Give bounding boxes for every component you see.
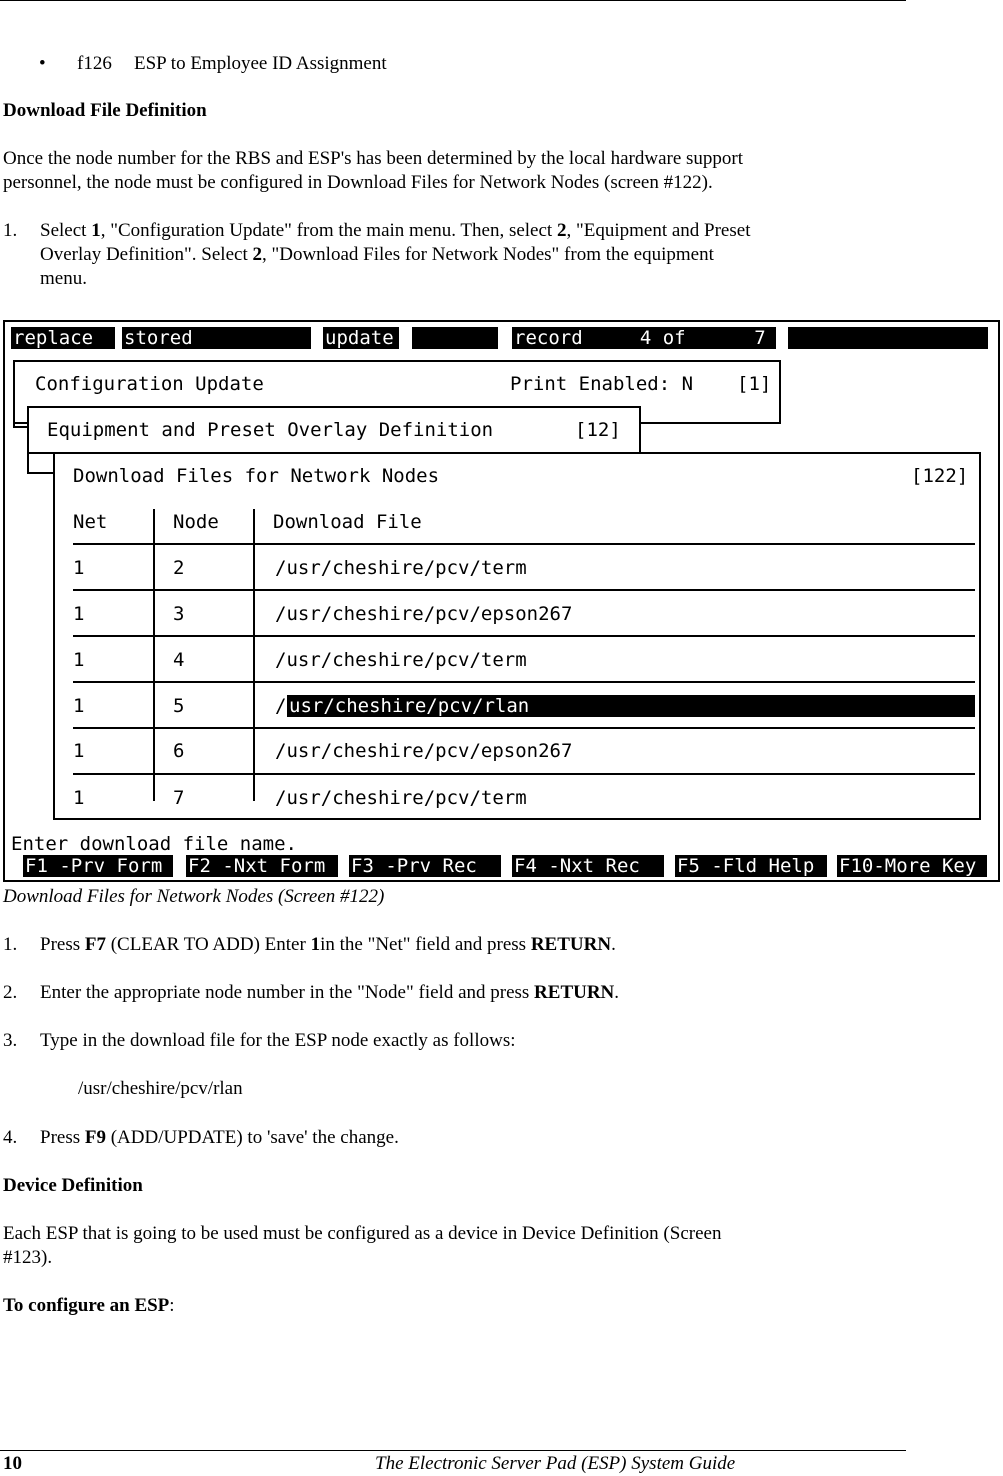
file-cell[interactable]: /usr/cheshire/pcv/term <box>275 649 527 671</box>
row-rule <box>73 589 975 591</box>
step-text: Enter the appropriate node number in the "Node" field and press RETURN. <box>40 982 620 1003</box>
node-cell[interactable]: 5 <box>173 695 185 717</box>
step1-line-3: menu. <box>40 268 87 289</box>
top-rule <box>0 0 906 1</box>
stored-field[interactable]: stored <box>122 327 311 349</box>
row-rule <box>73 727 975 729</box>
row-rule <box>73 681 975 683</box>
file-cell[interactable]: /usr/cheshire/pcv/term <box>275 557 527 579</box>
net-cell[interactable]: 1 <box>73 557 85 579</box>
form-code: [122] <box>911 465 969 487</box>
device-line-1: Each ESP that is going to be used must be configured as a device in Device Definition (Screen <box>3 1223 722 1244</box>
footer-rule <box>0 1450 906 1451</box>
node-cell[interactable]: 2 <box>173 557 185 579</box>
step-text: Type in the download file for the ESP node exactly as follows: <box>40 1030 516 1051</box>
menu1-title[interactable]: Configuration Update <box>35 373 264 395</box>
file-cell-active-input[interactable]: usr/cheshire/pcv/rlan <box>287 695 975 717</box>
col-download-file: Download File <box>273 511 422 533</box>
terminal-screenshot <box>3 320 1000 882</box>
intro-line-1: Once the node number for the RBS and ESP's has been determined by the local hardware support <box>3 148 744 169</box>
f2-key[interactable]: F2 -Nxt Form <box>186 855 338 877</box>
section-heading-device: Device Definition <box>3 1175 143 1196</box>
col-divider-1 <box>153 509 155 801</box>
net-cell[interactable]: 1 <box>73 649 85 671</box>
update-field[interactable]: update <box>323 327 399 349</box>
net-cell[interactable]: 1 <box>73 695 85 717</box>
step-number: 4. <box>3 1127 18 1148</box>
configure-heading: To configure an ESP: <box>3 1295 175 1316</box>
net-cell[interactable]: 1 <box>73 603 85 625</box>
bullet-code: f126 <box>77 53 112 74</box>
menu-connector-h <box>13 426 29 428</box>
node-cell[interactable]: 3 <box>173 603 185 625</box>
menu2-code: [12] <box>575 419 621 441</box>
device-line-2: #123). <box>3 1247 53 1268</box>
replace-field[interactable]: replace <box>11 327 115 349</box>
record-counter: record 4 of 7 <box>512 327 776 349</box>
menu1-code: [1] <box>737 373 772 395</box>
step1-number: 1. <box>3 220 18 241</box>
step-text: Press F7 (CLEAR TO ADD) Enter 1in the "Net" field and press RETURN. <box>40 934 616 955</box>
bullet-label: ESP to Employee ID Assignment <box>134 53 387 74</box>
print-enabled: Print Enabled: N <box>510 373 694 395</box>
status-blank-field <box>788 327 988 349</box>
net-cell[interactable]: 1 <box>73 787 85 809</box>
file-cell[interactable]: /usr/cheshire/pcv/epson267 <box>275 603 573 625</box>
file-cell[interactable]: /usr/cheshire/pcv/epson267 <box>275 740 573 762</box>
row-rule <box>73 543 975 545</box>
step-number: 3. <box>3 1030 18 1051</box>
step-text: Press F9 (ADD/UPDATE) to 'save' the change. <box>40 1127 399 1148</box>
page-number: 10 <box>3 1453 22 1474</box>
node-cell[interactable]: 4 <box>173 649 185 671</box>
intro-line-2: personnel, the node must be configured in Download Files for Network Nodes (screen #122). <box>3 172 713 193</box>
file-path-example: /usr/cheshire/pcv/rlan <box>78 1078 243 1099</box>
blank-field <box>412 327 498 349</box>
col-node: Node <box>173 511 219 533</box>
section-heading-download: Download File Definition <box>3 100 207 121</box>
node-cell[interactable]: 6 <box>173 740 185 762</box>
file-cell[interactable]: /usr/cheshire/pcv/term <box>275 787 527 809</box>
f4-key[interactable]: F4 -Nxt Rec <box>512 855 664 877</box>
f1-key[interactable]: F1 -Prv Form <box>23 855 173 877</box>
node-cell[interactable]: 7 <box>173 787 185 809</box>
form-connector <box>27 452 29 474</box>
bullet-symbol: • <box>39 53 46 74</box>
f3-key[interactable]: F3 -Prv Rec <box>349 855 501 877</box>
net-cell[interactable]: 1 <box>73 740 85 762</box>
f5-key[interactable]: F5 -Fld Help <box>675 855 827 877</box>
form-connector-h <box>27 472 55 474</box>
menu2-title[interactable]: Equipment and Preset Overlay Definition <box>47 419 494 441</box>
step1-line-2: Overlay Definition". Select 2, "Download Files for Network Nodes" from the equipment <box>40 244 714 265</box>
col-divider-2 <box>253 509 255 801</box>
file-prefix[interactable]: / <box>275 695 287 717</box>
form-title: Download Files for Network Nodes <box>73 465 440 487</box>
col-net: Net <box>73 511 108 533</box>
step1-line-1: Select 1, "Configuration Update" from the main menu. Then, select 2, "Equipment and Preset <box>40 220 751 241</box>
step-number: 2. <box>3 982 18 1003</box>
row-rule <box>73 773 975 775</box>
prompt-text: Enter download file name. <box>11 833 297 855</box>
step-number: 1. <box>3 934 18 955</box>
footer-title: The Electronic Server Pad (ESP) System Guide <box>375 1453 736 1474</box>
bullet-item <box>39 52 387 76</box>
row-rule <box>73 635 975 637</box>
f10-key[interactable]: F10-More Key <box>837 855 987 877</box>
figure-caption: Download Files for Network Nodes (Screen #122) <box>3 886 385 907</box>
